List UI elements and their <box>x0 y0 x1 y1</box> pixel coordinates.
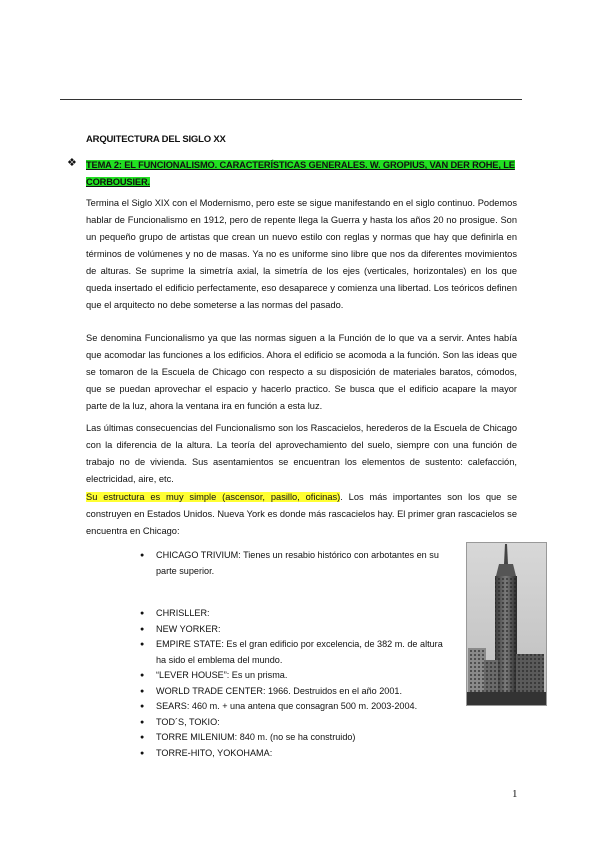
list-item: ● TORRE MILENIUM: 840 m. (no se ha construido) <box>140 730 440 746</box>
skyscraper-list <box>140 548 443 761</box>
list-item: ● CHICAGO TRIVIUM: Tienes un resabio histórico con arbotantes en su parte superior. <box>140 548 440 579</box>
paragraph-2: Se denomina Funcionalismo ya que las normas siguen a la Función de lo que va a servir. Antes había que acomodar las funciones a los edificios. Ahora el edificio se acomoda a la función. Son las ideas que se tomaron de la Escuela de Chicago con respecto a su disposición de materiales baratos, cómodos, que se puedan aprovechar el espacio y hacerlo practico. Se busca que el edificio acapare la mayor parte de la luz, ahora la ventana ira en función a esta luz. <box>86 333 517 411</box>
list-item: ● NEW YORKER: <box>140 622 440 638</box>
highlighted-text: Su estructura es muy simple (ascensor, pasillo, oficinas) <box>86 492 341 502</box>
list-item: ● EMPIRE STATE: Es el gran edificio por excelencia, de 382 m. de altura ha sido el emblema del mundo. <box>140 637 446 668</box>
paragraph-1: Termina el Siglo XIX con el Modernismo, pero este se sigue manifestando en el siglo continuo. Podemos hablar de Funcionalismo en 1912, pero de repente llega la Guerra y hasta los años 20 no prosigue. Son un pequeño grupo de artistas que crean un nuevo estilo con reglas y normas que hay que definirla en términos de volúmenes y no de masas. Ya no es uniforme sino libre que nos da diferentes movimientos de alturas. Se suprime la simetría axial, la simetría de los ejes (verticales, horizontales) en los que queda insertado el edificio perfectamente, eso desaparece y comienza una libertad. Los teóricos definen que el arquitecto no debe someterse a las normas del pasado. <box>86 198 517 310</box>
header-rule <box>60 99 522 100</box>
paragraph-3: Las últimas consecuencias del Funcionalismo son los Rascacielos, herederos de la Escuela de Chicago con la diferencia de la altura. La teoría del aprovechamiento del suelo, siempre con una función de trabajo no de vivienda. Sus asentamientos se encuentran los elementos de sustento: calefacción, electricidad, aire, etc. <box>86 423 517 484</box>
list-item: ● CHRISLLER: <box>140 606 440 622</box>
document-heading: ARQUITECTURA DEL SIGLO XX <box>86 134 226 145</box>
paragraph-4 <box>86 489 517 540</box>
topic-title-text: TEMA 2: EL FUNCIONALISMO. CARACTERÍSTICAS GENERALES. W. GROPIUS, VAN DER ROHE, LE CORBOUSIER. <box>86 160 515 187</box>
list-item: ● SEARS: 460 m. + una antena que consagran 500 m. 2003-2004. <box>140 699 440 715</box>
page-number: 1 <box>512 788 518 800</box>
list-item: ● “LEVER HOUSE”: Es un prisma. <box>140 668 440 684</box>
diamond-bullet-icon: ❖ <box>67 157 77 169</box>
skyscraper-photo <box>466 542 547 706</box>
list-item: ● WORLD TRADE CENTER: 1966. Destruidos en el año 2001. <box>140 684 440 700</box>
paragraph-4-rest: . Los más importantes son los que se construyen en Estados Unidos. Nueva York es donde más rascacielos hay. El primer gran rascacielos se encuentra en Chicago: <box>86 492 518 536</box>
topic-title <box>86 157 526 191</box>
list-item: ● TORRE-HITO, YOKOHAMA: <box>140 746 440 762</box>
list-item: ● TOD´S, TOKIO: <box>140 715 440 731</box>
